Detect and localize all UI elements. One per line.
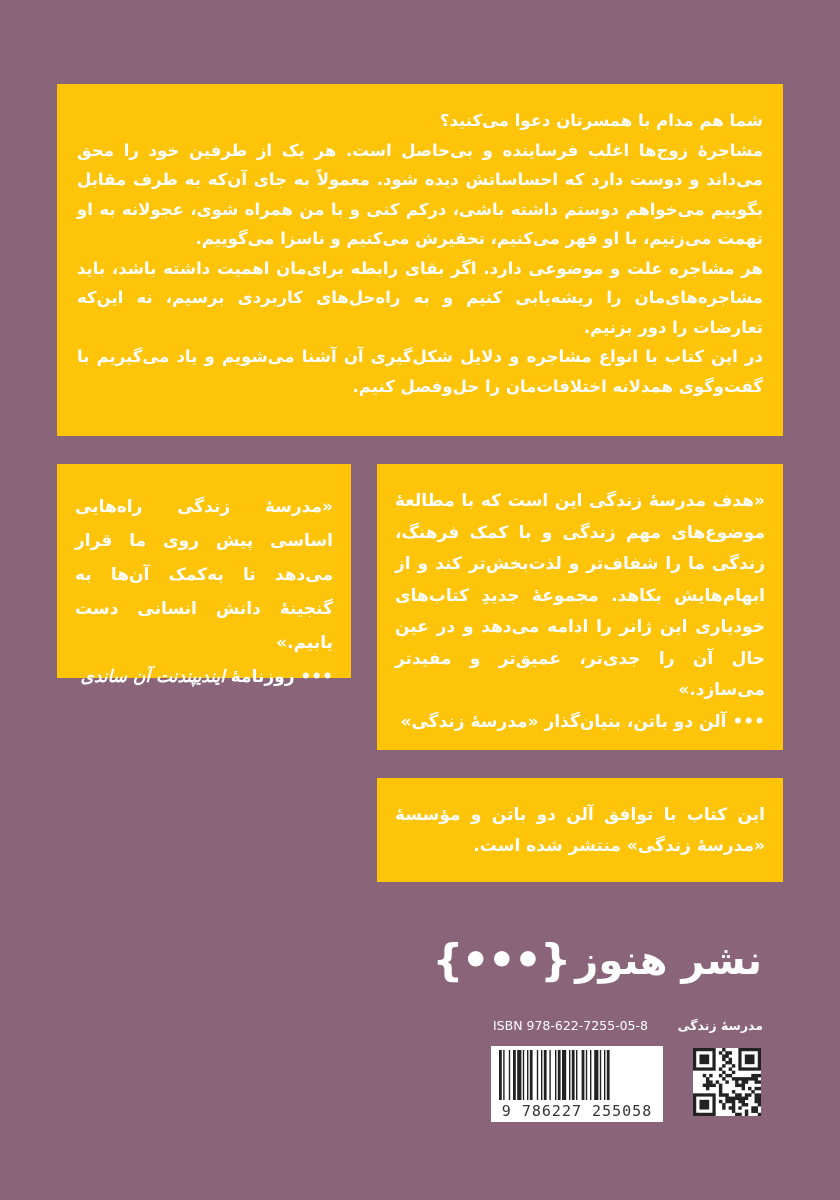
barcode-bars-icon [499,1050,655,1100]
founder-quote-attribution: ••• آلن دو باتن، بنیان‌گذار «مدرسهٔ زندگی» [400,711,765,732]
license-note-text: این کتاب با توافق آلن دو باتن و مؤسسهٔ «مدرسهٔ زندگی» منتشر شده است. [395,805,765,856]
founder-quote-box [377,464,783,750]
blurb-paragraph-1: مشاجرهٔ زوج‌ها اغلب فرساینده و بی‌حاصل است. هر یک از طرفین خود را محق می‌داند و دوست دارد که احساساتش دیده شود. معمولاً به جای آن‌که به طرف مقابل بگوییم می‌خواهم دوستم داشته باشی، درکم کنی و با من همراه شوی، عجولانه به او تهمت می‌زنیم، با او قهر می‌کنیم، تحقیرش می‌کنیم و ناسزا می‌گوییم. [77,140,763,248]
blurb-question: شما هم مدام با همسرتان دعوا می‌کنید؟ [439,111,763,130]
publisher-logo [432,928,762,994]
blurb-paragraph-2: هر مشاجره علت و موضوعی دارد. اگر بقای رابطه برای‌مان اهمیت داشته باشد، باید مشاجره‌های‌مان را ریشه‌یابی کنیم و به راه‌حل‌های کاربردی برسیم، نه این‌که تعارضات را دور بزنیم. [77,258,763,337]
newspaper-quote-box [57,464,351,687]
qr-code-icon [693,1048,761,1116]
publisher-mark: {•••} [432,935,570,986]
founder-quote-text: «هدف مدرسهٔ زندگی این است که با مطالعهٔ موضوع‌های مهم زندگی و با کمک فرهنگ، زندگی ما را شفاف‌تر و لذت‌بخش‌تر کند و از ابهام‌هایش بکاهد. مجموعهٔ جدیدِ کتاب‌های خودیاری این ژانر را ادامه می‌دهد و در عین حال آن را جدی‌تر، عمیق‌تر و مفیدتر می‌سازد.» [395,491,765,700]
publisher-name: نشر هنوز [575,938,762,984]
main-blurb-box [57,84,783,436]
barcode [491,1046,663,1122]
attribution-source: ایندیپندنت آن ساندی [80,667,225,687]
blurb-paragraph-3: در این کتاب با انواع مشاجره و دلایل شکل‌گیری آن آشنا می‌شویم و یاد می‌گیریم با گفت‌وگوی همدلانه اختلافات‌مان را حل‌وفصل کنیم. [77,347,763,396]
newspaper-quote-attribution [75,660,333,694]
series-label: مدرسهٔ زندگی [677,1018,763,1033]
license-note-box [377,778,783,882]
attribution-prefix: ••• روزنامهٔ [230,667,333,687]
newspaper-quote-text: «مدرسهٔ زندگی راه‌هایی اساسی پیش روی ما قرار می‌دهد تا به‌کمک آن‌ها به گنجینهٔ دانش انسانی دست یابیم.» [75,497,333,653]
barcode-digits: 9 786227 255058 [501,1102,653,1120]
isbn-label: ISBN 978-622-7255-05-8 [493,1018,648,1033]
